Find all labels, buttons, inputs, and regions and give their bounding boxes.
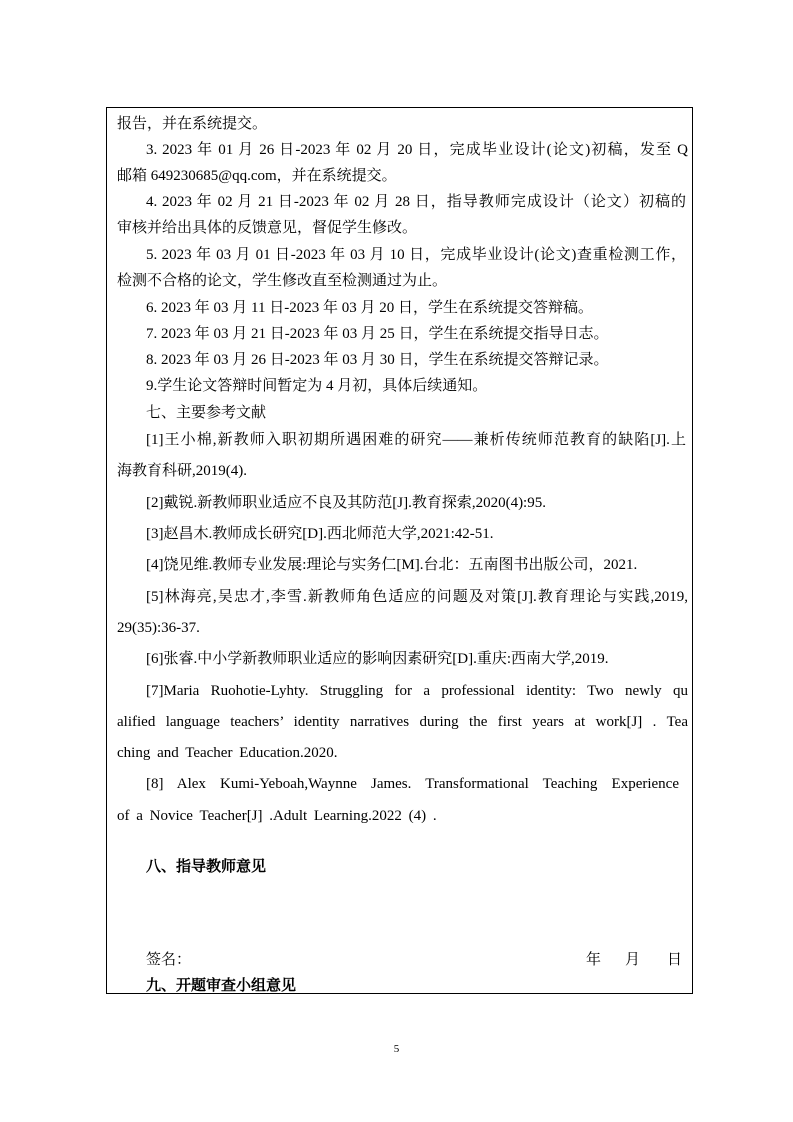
text-line: 审核并给出具体的反馈意见，督促学生修改。 (117, 220, 418, 236)
reference-line: [6]张睿.中小学新教师职业适应的影响因素研究[D].重庆:西南大学,2019. (146, 651, 609, 667)
text-line: 3. 2023 年 01 月 26 日-2023 年 02 月 20 日，完成毕业设计(论文)初稿，发至 Q (146, 142, 688, 158)
reference-line: 海教育科研,2019(4). (117, 463, 247, 479)
section-heading: 七、主要参考文献 (146, 405, 267, 421)
reference-line: alified language teachers’ identity narratives during the first years at work[J] . Tea (117, 714, 688, 730)
date-day-label: 日 (667, 952, 683, 968)
text-line: 报告，并在系统提交。 (117, 116, 268, 132)
reference-line: of a Novice Teacher[J] .Adult Learning.2022 (4) . (117, 808, 437, 824)
text-line: 检测不合格的论文，学生修改直至检测通过为止。 (117, 273, 448, 289)
signature-row (146, 948, 682, 968)
section-heading: 九、开题审查小组意见 (146, 978, 297, 994)
text-line: 4. 2023 年 02 月 21 日-2023 年 02 月 28 日，指导教师完成设计（论文）初稿的 (146, 194, 686, 210)
text-line: 5. 2023 年 03 月 01 日-2023 年 03 月 10 日，完成毕业设计(论文)查重检测工作， (146, 247, 686, 263)
section-heading: 八、指导教师意见 (146, 859, 267, 875)
text-line: 8. 2023 年 03 月 26 日-2023 年 03 月 30 日，学生在系统提交答辩记录。 (146, 352, 609, 368)
reference-line: [7]Maria Ruohotie-Lyhty. Struggling for a professional identity: Two newly qu (146, 683, 688, 699)
reference-line: [4]饶见维.教师专业发展:理论与实务仁[M].台北：五南图书出版公司，2021. (146, 557, 638, 573)
reference-line: [5]林海亮,吴忠才,李雪.新教师角色适应的问题及对策[J].教育理论与实践,2019, (146, 589, 688, 605)
reference-line: ching and Teacher Education.2020. (117, 745, 338, 761)
page-number: 5 (393, 1043, 400, 1055)
date-month-label: 月 (625, 952, 641, 968)
reference-line: [2]戴锐.新教师职业适应不良及其防范[J].教育探索,2020(4):95. (146, 495, 546, 511)
reference-line: [8] Alex Kumi-Yeboah,Waynne James. Transformational Teaching Experience (146, 776, 679, 792)
text-line: 6. 2023 年 03 月 11 日-2023 年 03 月 20 日，学生在系统提交答辩稿。 (146, 300, 593, 316)
date-year-label: 年 (586, 952, 602, 968)
text-line: 7. 2023 年 03 月 21 日-2023 年 03 月 25 日，学生在系统提交指导日志。 (146, 326, 609, 342)
text-line: 邮箱 649230685@qq.com，并在系统提交。 (117, 168, 397, 184)
signature-label: 签名： (146, 952, 192, 968)
text-line: 9.学生论文答辩时间暂定为 4 月初，具体后续通知。 (146, 378, 488, 394)
reference-line: 29(35):36-37. (117, 620, 200, 636)
reference-line: [1]王小棉,新教师入职初期所遇困难的研究——兼析传统师范教育的缺陷[J].上 (146, 432, 686, 448)
reference-line: [3]赵昌木.教师成长研究[D].西北师范大学,2021:42-51. (146, 526, 494, 542)
